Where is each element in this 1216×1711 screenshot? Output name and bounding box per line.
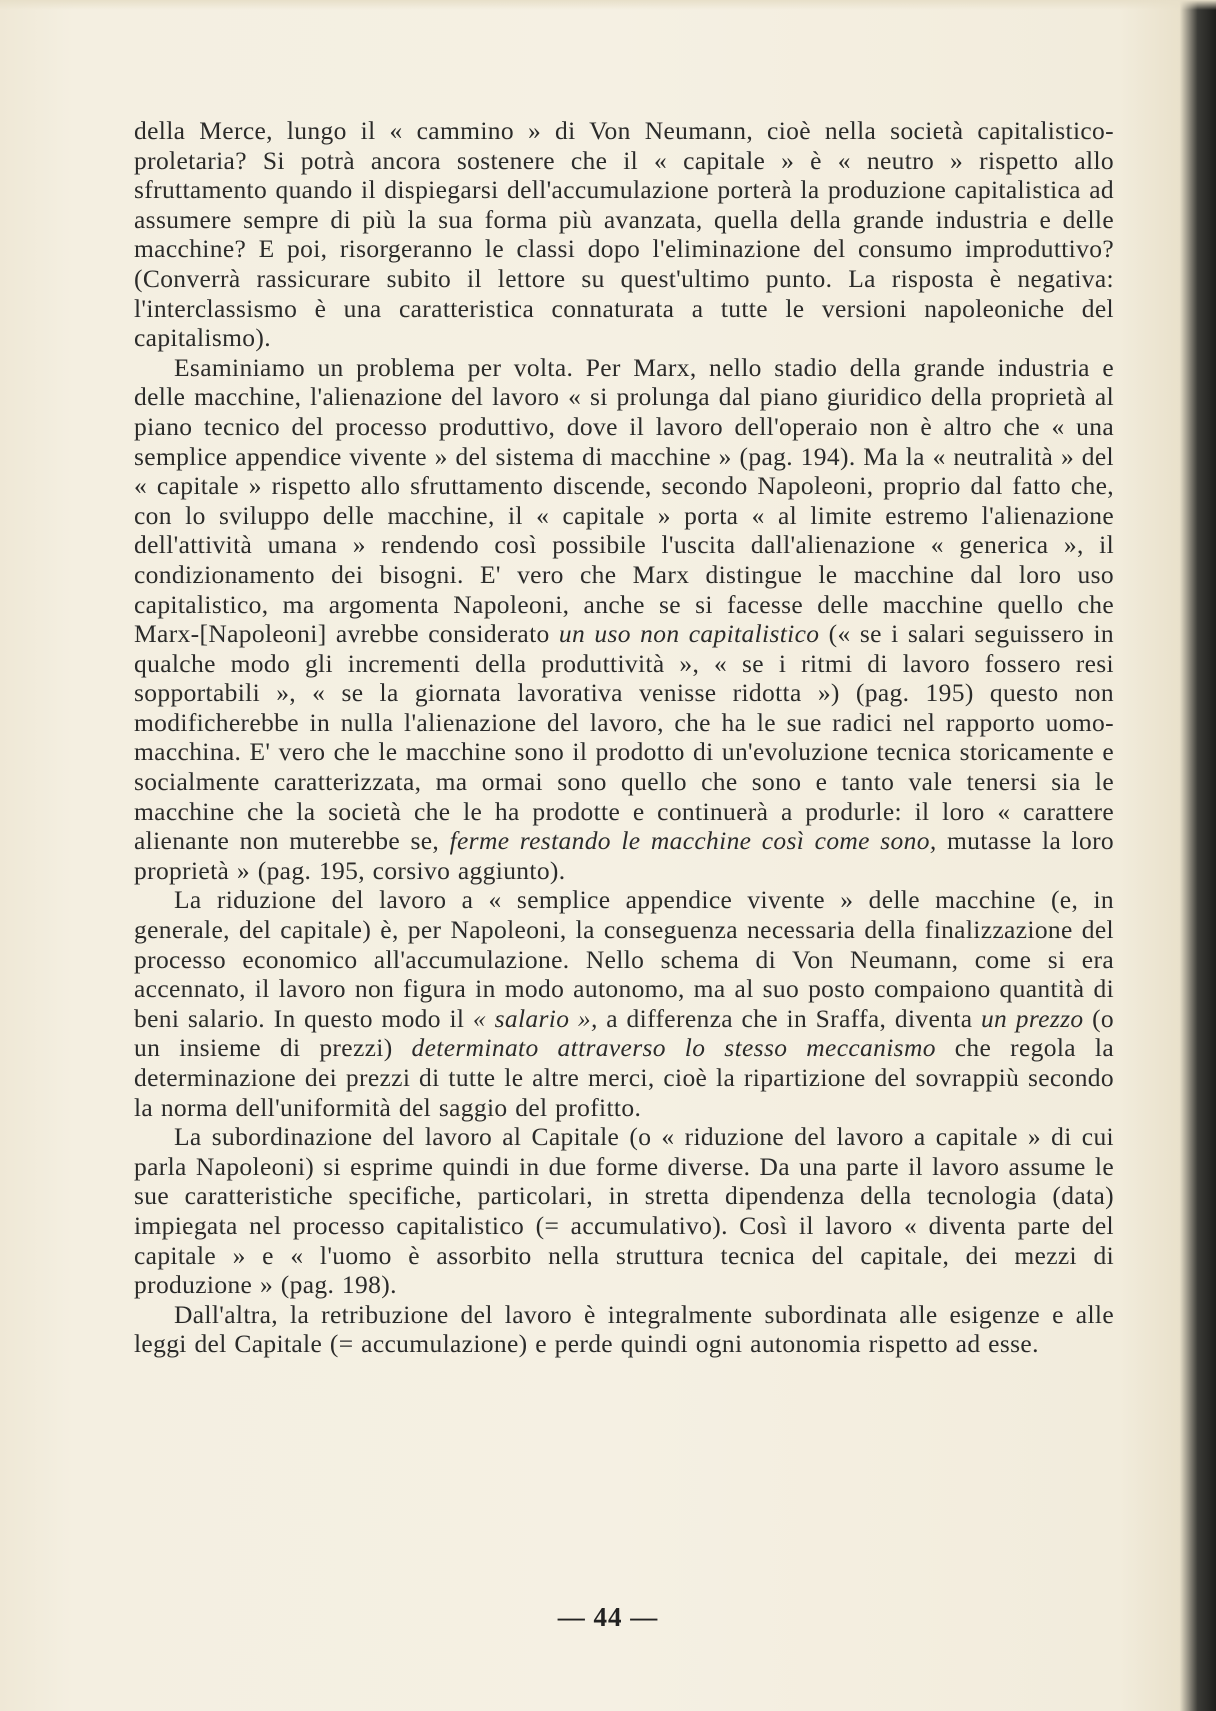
paragraph-5-text: Dall'altra, la retribuzione del lavoro è integralmente subordinata alle esigenze e alle leggi del Capitale (= accumulazione) e perde quindi ogni autonomia rispetto ad esse. — [134, 1299, 1114, 1359]
paragraph-3-text-d: che regola la determinazione dei prezzi di tutte le altre merci, cioè la ripartizione del sovrappiù secondo la norma dell'uniformità del saggio del profitto. — [134, 1033, 1114, 1122]
paragraph-3-italic-b: un prezzo — [980, 1003, 1084, 1033]
paragraph-2-italic-a: un uso non capitalistico — [558, 619, 820, 649]
paragraph-3 — [134, 885, 1114, 1122]
paragraph-2-text-a: Esaminiamo un problema per volta. Per Marx, nello stadio della grande industria e delle macchine, l'alienazione del lavoro « si prolunga dal piano giuridico della proprietà al piano tecnico del processo produttivo, dove il lavoro dell'operaio non è altro che « una semplice appendice vivente » del sistema di macchine » (pag. 194). Ma la « neutralità » del « capitale » rispetto allo sfruttamento discende, secondo Napoleoni, proprio dal fatto che, con lo sviluppo delle macchine, il « capitale » porta « al limite estremo l'alienazione dell'attività umana » rendendo così possibile l'uscita dall'alienazione « generica », il condizionamento dei bisogni. E' vero che Marx distingue le macchine dal loro uso capitalistico, ma argomenta Napoleoni, anche se si facesse delle macchine quello che Marx-[Napoleoni] avrebbe considerato — [134, 352, 1114, 649]
body-text — [134, 116, 1114, 1359]
paragraph-4 — [134, 1122, 1114, 1300]
paragraph-1-text: della Merce, lungo il « cammino » di Von Neumann, cioè nella società capitalistico-proletaria? Si potrà ancora sostenere che il « capitale » è « neutro » rispetto allo sfruttamento quando il dispiegarsi dell'accumulazione porterà la produzione capitalistica ad assumere sempre di più la sua forma più avanzata, quella della grande industria e delle macchine? E poi, risorgeranno le classi dopo l'eliminazione del consumo improduttivo? (Converrà rassicurare subito il lettore su quest'ultimo punto. La risposta è negativa: l'interclassismo è una caratteristica connaturata a tutte le versioni napoleoniche del capitalismo). — [134, 116, 1114, 353]
paragraph-4-text: La subordinazione del lavoro al Capitale (o « riduzione del lavoro a capitale » di cui parla Napoleoni) si esprime quindi in due forme diverse. Da una parte il lavoro assume le sue caratteristiche specifiche, particolari, in stretta dipendenza della tecnologia (data) impiegata nel processo capitalistico (= accumulativo). Così il lavoro « diventa parte del capitale » e « l'uomo è assorbito nella struttura tecnica del capitale, dei mezzi di produzione » (pag. 198). — [134, 1122, 1114, 1300]
paragraph-2-italic-b: ferme restando le macchine così come sono, — [449, 826, 937, 856]
paragraph-2-text-c: mutasse la loro proprietà » (pag. 195, corsivo aggiunto). — [134, 826, 1115, 885]
paragraph-3-text-b: a differenza che in Sraffa, diventa — [597, 1003, 981, 1033]
paragraph-1 — [134, 116, 1114, 353]
paragraph-3-italic-c: determinato attraverso lo stesso meccanismo — [411, 1033, 936, 1063]
page-number: — 44 — — [557, 1602, 659, 1632]
paragraph-3-text-a: La riduzione del lavoro a « semplice appendice vivente » delle macchine (e, in generale, del capitale) è, per Napoleoni, la conseguenza necessaria della finalizzazione del processo economico all'accumulazione. Nello schema di Von Neumann, come si era accennato, il lavoro non figura in modo autonomo, ma al suo posto compaiono quantità di beni salario. In questo modo il — [134, 885, 1114, 1033]
paragraph-2 — [134, 353, 1114, 886]
page-top-edge — [0, 0, 1216, 10]
paragraph-3-italic-a: « salario », — [472, 1003, 598, 1033]
paragraph-3-text-c: (o un insieme di prezzi) — [134, 1003, 1115, 1063]
paragraph-5 — [134, 1300, 1114, 1359]
paragraph-2-text-b: (« se i salari seguissero in qualche modo gli incrementi della produttività », « se i ritmi di lavoro fossero resi sopportabili », « se la giornata lavorativa venisse ridotta ») (pag. 195) questo non modificherebbe in nulla l'alienazione del lavoro, che ha le sue radici nel rapporto uomo-macchina. E' vero che le macchine sono il prodotto di un'evoluzione tecnica storicamente e socialmente caratterizzata, ma ormai sono quello che sono e tanto vale tenersi sia le macchine che la società che le ha prodotte e continuerà a produrle: il loro « carattere alienante non muterebbe se, — [134, 619, 1114, 856]
